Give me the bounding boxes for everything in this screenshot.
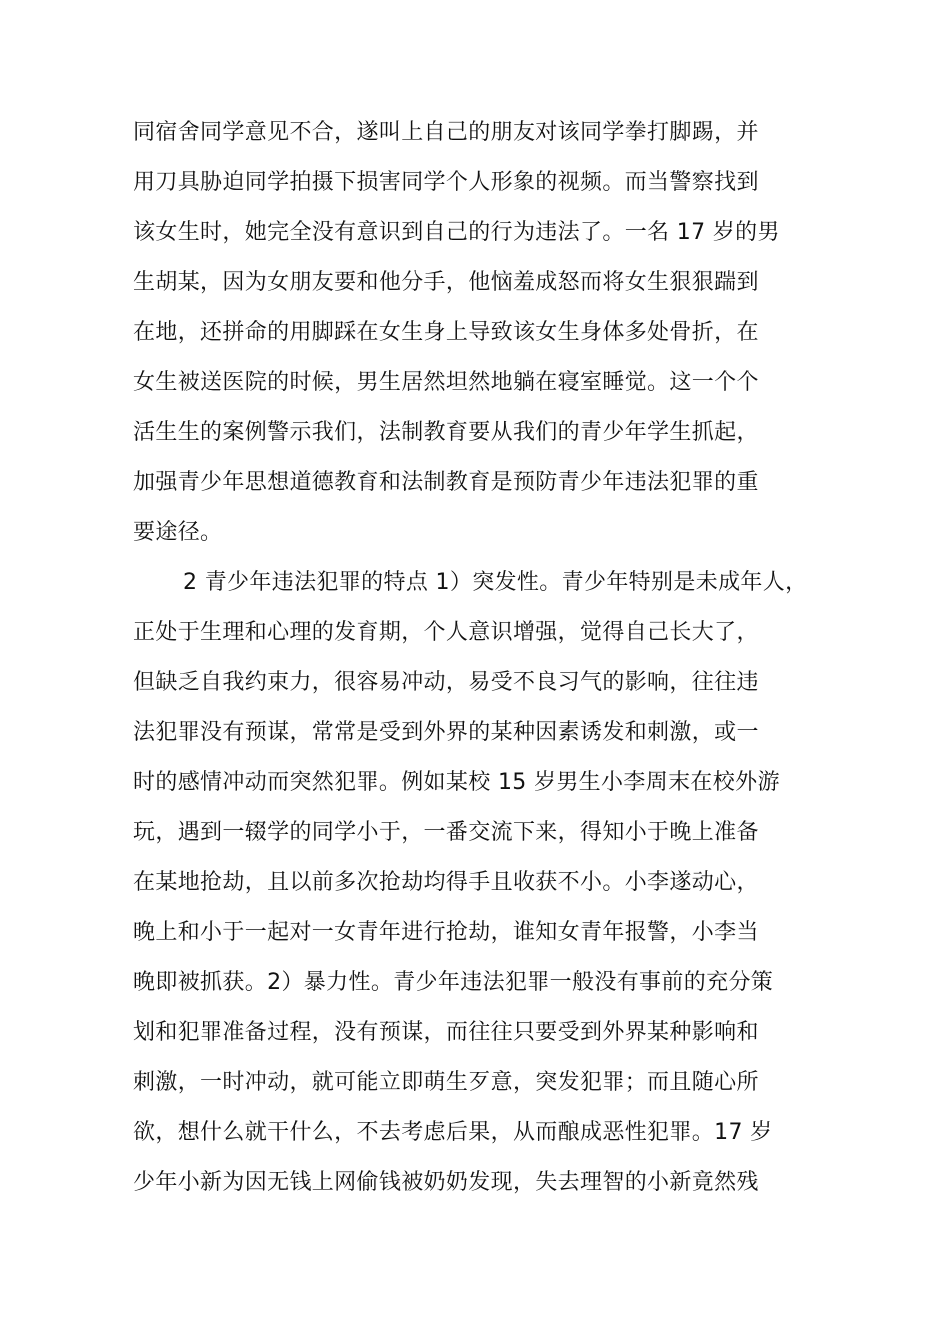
- text-line: 女生被送医院的时候，男生居然坦然地躺在寝室睡觉。这一个个: [133, 370, 759, 395]
- text-line: 要途径。: [133, 520, 223, 545]
- text-line: 在某地抢劫，且以前多次抢劫均得手且收获不小。小李遂动心，: [133, 870, 759, 895]
- text-line: 该女生时，她完全没有意识到自己的行为违法了。一名 17 岁的男: [133, 220, 780, 245]
- text-line: 法犯罪没有预谋，常常是受到外界的某种因素诱发和刺激，或一: [133, 720, 759, 745]
- text-line: 欲，想什么就干什么，不去考虑后果，从而酿成恶性犯罪。17 岁: [133, 1120, 773, 1145]
- text-line: 同宿舍同学意见不合，遂叫上自己的朋友对该同学拳打脚踢，并: [133, 120, 759, 145]
- text-line: 晚即被抓获。2）暴力性。青少年违法犯罪一般没有事前的充分策: [133, 970, 774, 995]
- text-line: 刺激，一时冲动，就可能立即萌生歹意，突发犯罪；而且随心所: [133, 1070, 759, 1095]
- text-line: 划和犯罪准备过程，没有预谋，而往往只要受到外界某种影响和: [133, 1020, 759, 1045]
- text-line: 活生生的案例警示我们，法制教育要从我们的青少年学生抓起，: [133, 420, 759, 445]
- text-line: 少年小新为因无钱上网偷钱被奶奶发现，失去理智的小新竟然残: [133, 1170, 759, 1195]
- text-line: 用刀具胁迫同学拍摄下损害同学个人形象的视频。而当警察找到: [133, 170, 759, 195]
- text-line: 生胡某，因为女朋友要和他分手，他恼羞成怒而将女生狠狠踹到: [133, 270, 759, 295]
- text-line: 晚上和小于一起对一女青年进行抢劫，谁知女青年报警，小李当: [133, 920, 759, 945]
- text-line: 但缺乏自我约束力，很容易冲动，易受不良习气的影响，往往违: [133, 670, 759, 695]
- text-line: 加强青少年思想道德教育和法制教育是预防青少年违法犯罪的重: [133, 470, 759, 495]
- text-line: 正处于生理和心理的发育期，个人意识增强，觉得自己长大了，: [133, 620, 759, 645]
- text-line: 在地，还拼命的用脚踩在女生身上导致该女生身体多处骨折，在: [133, 320, 759, 345]
- text-line: 2 青少年违法犯罪的特点 1）突发性。青少年特别是未成年人，: [183, 570, 808, 595]
- text-line: 时的感情冲动而突然犯罪。例如某校 15 岁男生小李周末在校外游: [133, 770, 780, 795]
- text-line: 玩，遇到一辍学的同学小于，一番交流下来，得知小于晚上准备: [133, 820, 759, 845]
